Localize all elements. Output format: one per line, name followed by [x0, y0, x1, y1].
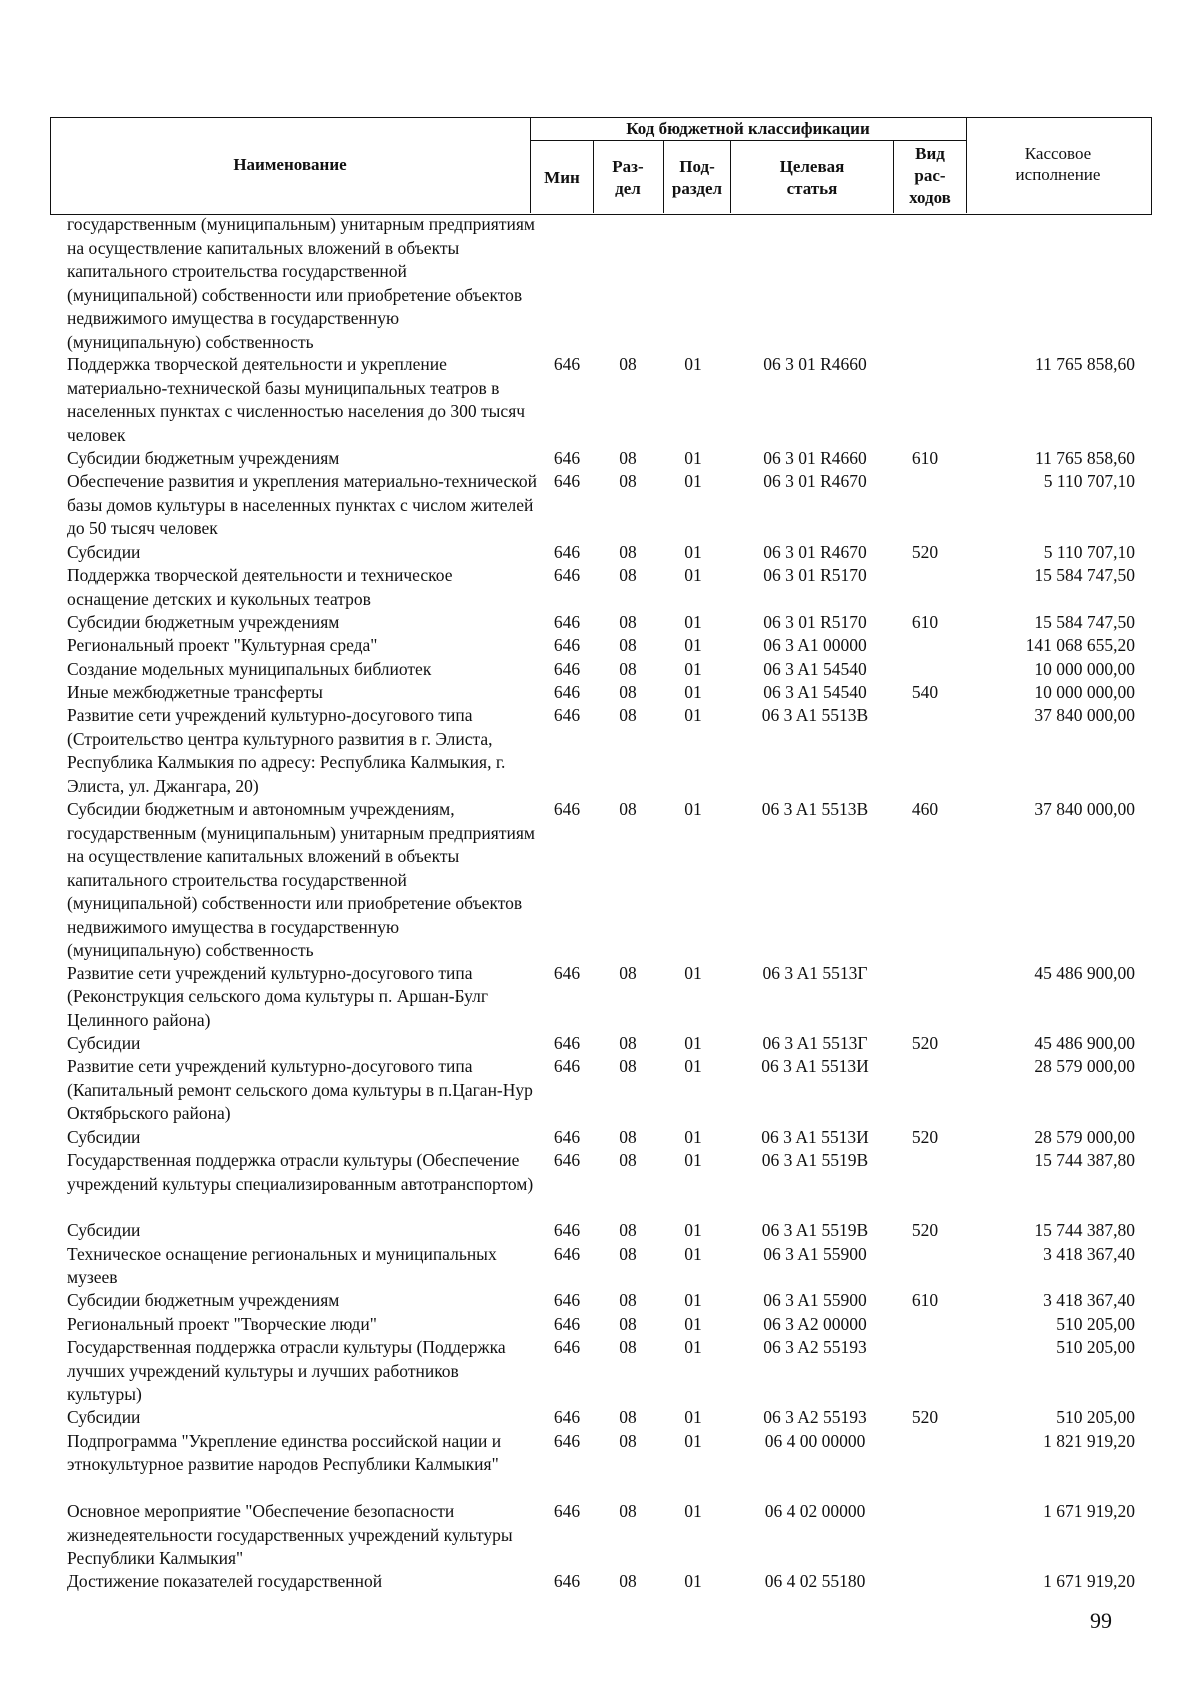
- row-razdel: 08: [619, 471, 637, 492]
- row-tselevaya: 06 3 A1 5513В: [761, 799, 869, 819]
- row-tselevaya: 06 3 A1 55900: [763, 1243, 867, 1264]
- row-podrazdel: 01: [684, 1313, 702, 1334]
- header-divider: [893, 140, 894, 213]
- row-min: 646: [553, 705, 581, 726]
- row-sum: 11 765 858,60: [1035, 354, 1135, 375]
- row-tselevaya: 06 3 A2 55193: [763, 1337, 867, 1358]
- row-sum: 141 068 655,20: [1025, 635, 1135, 656]
- row-podrazdel: 01: [684, 1126, 702, 1147]
- header-podrazdel: Под- раздел: [671, 157, 723, 198]
- row-podrazdel: 01: [684, 471, 702, 492]
- row-name: Обеспечение развития и укрепления материально-технической базы домов культуры в населенных пунктах с числом жителей до 50 тысяч человек: [67, 471, 537, 539]
- row-sum: 37 840 000,00: [1034, 799, 1135, 819]
- row-sum: 15 744 387,80: [1034, 1150, 1135, 1170]
- row-sum: 3 418 367,40: [1043, 1290, 1135, 1311]
- row-name: Субсидии бюджетным учреждениям: [67, 448, 340, 468]
- row-razdel: 08: [619, 1220, 637, 1241]
- row-min: 646: [553, 1571, 581, 1592]
- row-name: Субсидии: [67, 1220, 141, 1241]
- row-podrazdel: 01: [684, 565, 702, 585]
- row-razdel: 08: [619, 541, 637, 562]
- row-tselevaya: 06 3 A1 55900: [763, 1290, 867, 1311]
- row-name: Достижение показателей государственной: [67, 1571, 383, 1592]
- row-min: 646: [553, 541, 581, 562]
- row-sum: 10 000 000,00: [1034, 658, 1135, 679]
- row-razdel: 08: [619, 1290, 637, 1311]
- row-name: Субсидии: [67, 1126, 141, 1147]
- row-podrazdel: 01: [684, 1430, 702, 1451]
- row-min: 646: [553, 354, 581, 375]
- row-podrazdel: 01: [684, 1056, 702, 1077]
- row-min: 646: [553, 682, 581, 702]
- row-tselevaya: 06 3 01 R4670: [763, 471, 867, 492]
- row-name: Субсидии: [67, 1033, 141, 1053]
- row-name: Поддержка творческой деятельности и укрепление материально-технической базы муниципальных театров в населенных пунктах с численностью населения до 300 тысяч человек: [67, 354, 526, 445]
- row-vid: 520: [911, 1126, 939, 1147]
- row-sum: 28 579 000,00: [1034, 1126, 1135, 1147]
- row-podrazdel: 01: [684, 1337, 702, 1358]
- row-min: 646: [553, 799, 581, 819]
- row-razdel: 08: [619, 658, 637, 679]
- row-podrazdel: 01: [684, 682, 702, 702]
- row-podrazdel: 01: [684, 354, 702, 375]
- row-podrazdel: 01: [684, 1571, 702, 1592]
- row-tselevaya: 06 3 01 R4670: [763, 541, 867, 562]
- row-name: Иные межбюджетные трансферты: [67, 682, 323, 702]
- row-name: Региональный проект "Культурная среда": [67, 635, 378, 656]
- row-name: Развитие сети учреждений культурно-досугового типа (Капитальный ремонт сельского дома культуры в п.Цаган-Нур Октябрьского района): [67, 1056, 533, 1124]
- row-razdel: 08: [619, 448, 637, 468]
- row-razdel: 08: [619, 1430, 637, 1451]
- row-podrazdel: 01: [684, 1220, 702, 1241]
- row-vid: 610: [911, 448, 939, 468]
- row-name: государственным (муниципальным) унитарным предприятиям на осуществление капитальных вложений в объекты капитального строительства государственной (муниципальной) собственности или приобретение объектов недвижимого имущества в государственную (муниципальную) собственность: [67, 214, 535, 352]
- row-tselevaya: 06 3 A1 5513Г: [762, 962, 868, 983]
- row-min: 646: [553, 1126, 581, 1147]
- row-tselevaya: 06 3 A1 5513И: [761, 1056, 869, 1077]
- row-sum: 5 110 707,10: [1043, 541, 1135, 562]
- row-podrazdel: 01: [684, 611, 702, 632]
- row-razdel: 08: [619, 682, 637, 702]
- row-name: Развитие сети учреждений культурно-досугового типа (Строительство центра культурного развития в г. Элиста, Республика Калмыкия по адресу: Республика Калмыкия, г. Элиста, ул. Джангара, 20): [67, 705, 506, 796]
- row-sum: 510 205,00: [1056, 1337, 1135, 1358]
- row-sum: 45 486 900,00: [1034, 962, 1135, 983]
- row-razdel: 08: [619, 1033, 637, 1053]
- row-name: Субсидии бюджетным учреждениям: [67, 1290, 340, 1311]
- row-tselevaya: 06 3 A1 5519В: [761, 1220, 869, 1241]
- row-tselevaya: 06 3 01 R4660: [763, 448, 867, 468]
- header-divider: [530, 140, 966, 141]
- row-sum: 11 765 858,60: [1035, 448, 1135, 468]
- row-vid: 610: [911, 611, 939, 632]
- header-name: Наименование: [233, 155, 347, 174]
- row-podrazdel: 01: [684, 1150, 702, 1170]
- row-razdel: 08: [619, 1150, 637, 1170]
- row-min: 646: [553, 1430, 581, 1451]
- row-min: 646: [553, 1243, 581, 1264]
- row-sum: 15 584 747,50: [1034, 565, 1135, 585]
- row-vid: 520: [911, 1407, 939, 1428]
- row-name: Региональный проект "Творческие люди": [67, 1313, 377, 1334]
- row-vid: 520: [911, 541, 939, 562]
- row-name: Субсидии: [67, 541, 141, 562]
- row-sum: 1 821 919,20: [1043, 1430, 1135, 1451]
- row-name: Субсидии: [67, 1407, 141, 1428]
- row-razdel: 08: [619, 1571, 637, 1592]
- row-podrazdel: 01: [684, 635, 702, 656]
- row-sum: 37 840 000,00: [1034, 705, 1135, 726]
- row-tselevaya: 06 3 A1 5513В: [761, 705, 869, 726]
- row-podrazdel: 01: [684, 541, 702, 562]
- row-min: 646: [553, 962, 581, 983]
- header-divider: [730, 140, 731, 213]
- row-min: 646: [553, 448, 581, 468]
- row-razdel: 08: [619, 799, 637, 819]
- row-tselevaya: 06 4 02 00000: [764, 1501, 866, 1521]
- row-tselevaya: 06 3 A1 5513Г: [762, 1033, 868, 1053]
- row-tselevaya: 06 3 A1 00000: [763, 635, 867, 656]
- row-podrazdel: 01: [684, 1290, 702, 1311]
- header-kbk: Код бюджетной классификации: [626, 119, 870, 138]
- row-razdel: 08: [619, 1337, 637, 1358]
- row-razdel: 08: [619, 354, 637, 375]
- row-podrazdel: 01: [684, 1033, 702, 1053]
- row-name: Государственная поддержка отрасли культуры (Поддержка лучших учреждений культуры и лучших работников культуры): [67, 1337, 506, 1405]
- row-sum: 28 579 000,00: [1034, 1056, 1135, 1077]
- row-name: Техническое оснащение региональных и муниципальных музеев: [67, 1243, 497, 1288]
- row-podrazdel: 01: [684, 1501, 702, 1521]
- row-sum: 3 418 367,40: [1043, 1243, 1135, 1264]
- row-razdel: 08: [619, 635, 637, 656]
- row-name: Развитие сети учреждений культурно-досугового типа (Реконструкция сельского дома культуры п. Аршан-Булг Целинного района): [67, 962, 489, 1030]
- row-tselevaya: 06 3 01 R5170: [763, 565, 867, 585]
- row-razdel: 08: [619, 1243, 637, 1264]
- row-name: Государственная поддержка отрасли культуры (Обеспечение учреждений культуры специализированным автотранспортом): [67, 1150, 534, 1194]
- row-vid: 460: [911, 799, 939, 819]
- row-min: 646: [553, 1407, 581, 1428]
- row-tselevaya: 06 3 01 R5170: [763, 611, 867, 632]
- row-razdel: 08: [619, 611, 637, 632]
- page-number: 99: [1090, 1608, 1112, 1633]
- row-min: 646: [553, 1501, 581, 1521]
- row-podrazdel: 01: [684, 962, 702, 983]
- row-tselevaya: 06 4 00 00000: [764, 1430, 866, 1451]
- row-name: Основное мероприятие "Обеспечение безопасности жизнедеятельности государственных учреждений культуры Республики Калмыкия": [67, 1501, 513, 1568]
- row-vid: 540: [911, 682, 939, 702]
- row-podrazdel: 01: [684, 448, 702, 468]
- row-tselevaya: 06 3 A1 5513И: [761, 1126, 869, 1147]
- row-tselevaya: 06 3 A1 54540: [763, 658, 867, 679]
- row-sum: 10 000 000,00: [1034, 682, 1135, 702]
- row-tselevaya: 06 3 01 R4660: [763, 354, 867, 375]
- row-tselevaya: 06 3 A1 54540: [763, 682, 867, 702]
- row-razdel: 08: [619, 705, 637, 726]
- header-kassovoe: Кассовое исполнение: [1015, 144, 1101, 184]
- row-razdel: 08: [619, 1126, 637, 1147]
- row-name: Поддержка творческой деятельности и техническое оснащение детских и кукольных театров: [67, 565, 453, 609]
- row-razdel: 08: [619, 1056, 637, 1077]
- row-sum: 1 671 919,20: [1043, 1501, 1135, 1521]
- row-min: 646: [553, 635, 581, 656]
- header-divider: [663, 140, 664, 213]
- row-razdel: 08: [619, 1501, 637, 1521]
- row-name: Субсидии бюджетным и автономным учреждениям, государственным (муниципальным) унитарным предприятиям на осуществление капитальных вложений в объекты капитального строительства государственной (муниципальной) собственности или приобретение объектов недвижимого имущества в государственную (муниципальную) собственность: [67, 799, 535, 960]
- row-podrazdel: 01: [684, 799, 702, 819]
- row-min: 646: [553, 1220, 581, 1241]
- row-sum: 510 205,00: [1056, 1313, 1135, 1334]
- row-vid: 520: [911, 1033, 939, 1053]
- header-divider: [530, 117, 531, 213]
- header-divider: [593, 140, 594, 213]
- row-sum: 45 486 900,00: [1034, 1033, 1135, 1053]
- row-min: 646: [553, 1056, 581, 1077]
- row-razdel: 08: [619, 962, 637, 983]
- row-min: 646: [553, 611, 581, 632]
- row-tselevaya: 06 3 A1 5519В: [761, 1150, 869, 1170]
- row-sum: 5 110 707,10: [1043, 471, 1135, 492]
- row-tselevaya: 06 3 A2 55193: [763, 1407, 867, 1428]
- row-name: Подпрограмма "Укрепление единства российской нации и этнокультурное развитие народов Республики Калмыкия": [67, 1430, 502, 1475]
- row-min: 646: [553, 1313, 581, 1334]
- row-razdel: 08: [619, 1313, 637, 1334]
- row-min: 646: [553, 471, 581, 492]
- row-sum: 15 584 747,50: [1034, 611, 1135, 632]
- row-name: Субсидии бюджетным учреждениям: [67, 611, 340, 632]
- row-tselevaya: 06 4 02 55180: [764, 1571, 866, 1592]
- row-vid: 610: [911, 1290, 939, 1311]
- row-vid: 520: [911, 1220, 939, 1241]
- row-min: 646: [553, 565, 581, 585]
- row-min: 646: [553, 658, 581, 679]
- row-sum: 15 744 387,80: [1034, 1220, 1135, 1241]
- header-min: Мин: [544, 168, 580, 187]
- header-vid: Вид рас- ходов: [909, 144, 951, 207]
- row-name: Создание модельных муниципальных библиотек: [67, 658, 432, 679]
- row-tselevaya: 06 3 A2 00000: [763, 1313, 867, 1334]
- row-sum: 510 205,00: [1056, 1407, 1135, 1428]
- row-podrazdel: 01: [684, 658, 702, 679]
- row-min: 646: [553, 1150, 581, 1170]
- row-podrazdel: 01: [684, 1243, 702, 1264]
- row-podrazdel: 01: [684, 705, 702, 726]
- row-sum: 1 671 919,20: [1043, 1571, 1135, 1592]
- header-divider: [966, 117, 967, 213]
- row-razdel: 08: [619, 565, 637, 585]
- row-razdel: 08: [619, 1407, 637, 1428]
- row-min: 646: [553, 1290, 581, 1311]
- header-tselevaya: Целевая статья: [779, 157, 845, 198]
- row-min: 646: [553, 1337, 581, 1358]
- row-podrazdel: 01: [684, 1407, 702, 1428]
- row-min: 646: [553, 1033, 581, 1053]
- header-razdel: Раз- дел: [612, 157, 644, 198]
